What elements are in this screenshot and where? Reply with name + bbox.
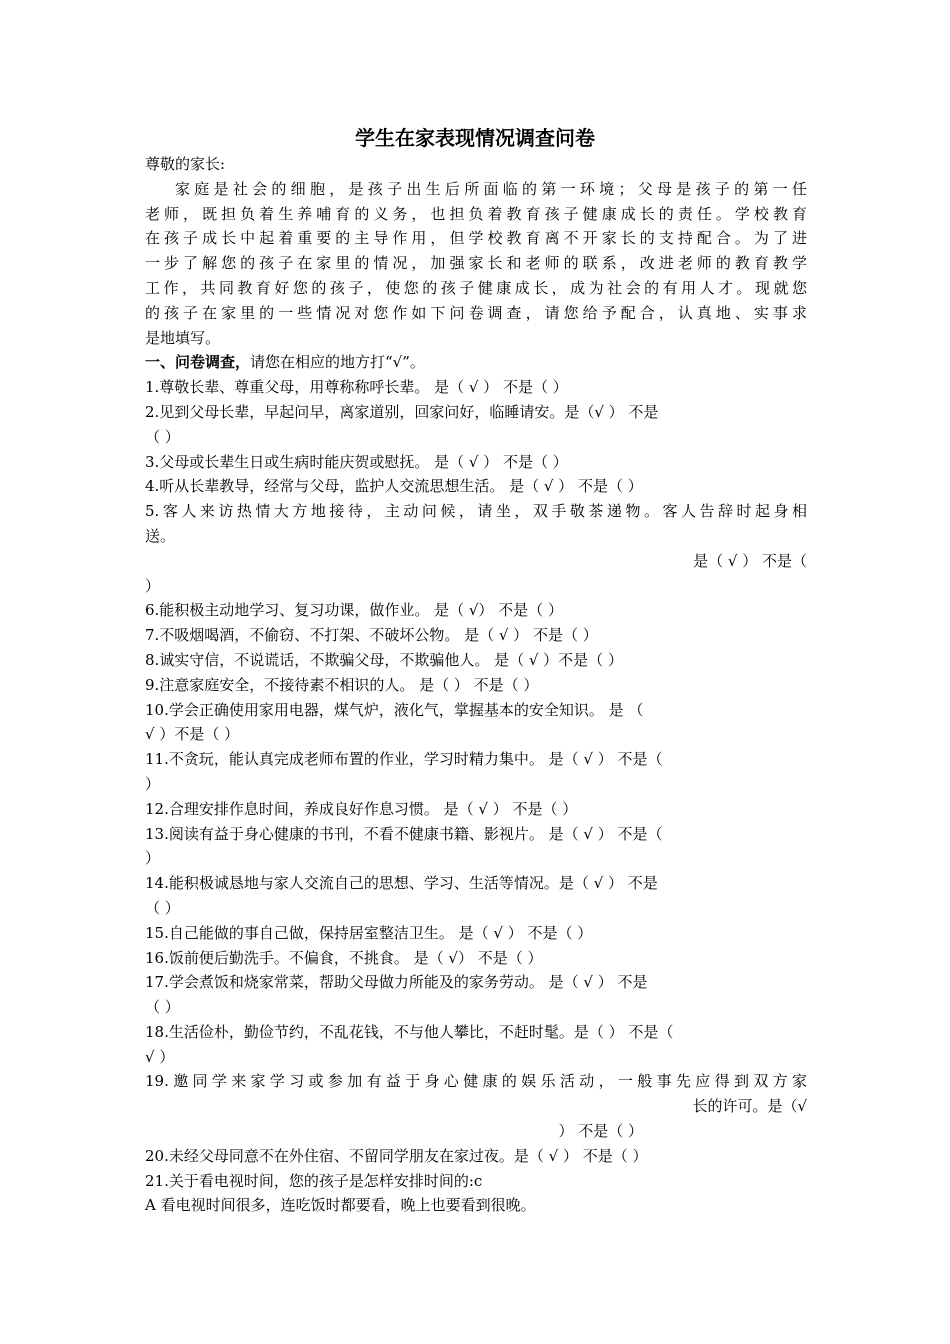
question-item-cont: √ ）: [145, 1047, 175, 1066]
question-item-cont: 是（ √ ） 不是（: [693, 551, 807, 570]
question-item-cont: 长的许可。是（√: [692, 1097, 807, 1116]
question-item: 10.学会正确使用家用电器，煤气炉，液化气，掌握基本的安全知识。 是 （: [145, 700, 644, 719]
question-item: 7.不吸烟喝酒，不偷窃、不打架、不破坏公物。 是（ √ ） 不是（ ）: [145, 626, 598, 645]
answer-option: A 看电视时间很多，连吃饭时都要看，晚上也要看到很晚。: [145, 1196, 536, 1215]
question-item-cont: （ ）: [145, 998, 180, 1017]
question-item: 8.诚实守信，不说谎话，不欺骗父母，不欺骗他人。 是（ √ ）不是（ ）: [145, 650, 623, 669]
intro-paragraph: [145, 177, 807, 351]
question-item: 13.阅读有益于身心健康的书刊，不看不健康书籍、影视片。 是（ √ ） 不是（: [145, 824, 663, 843]
intro-line: 在孩子成长中起着重要的主导作用，但学校教育离不开家长的支持配合。为了进: [145, 229, 807, 248]
question-item: 9.注意家庭安全，不接待素不相识的人。 是（ ） 不是（ ）: [145, 675, 539, 694]
page-title: 学生在家表现情况调查问卷: [355, 126, 595, 150]
question-item-cont: ）: [145, 774, 161, 793]
question-item-cont: 送。: [145, 526, 176, 545]
question-item: 2.见到父母长辈，早起问早，离家道别，回家问好，临睡请安。是（√ ） 不是: [145, 402, 659, 421]
question-item-cont: ） 不是（ ）: [558, 1122, 643, 1141]
question-item-cont: （ ）: [145, 427, 180, 446]
question-item: 15.自己能做的事自己做，保持居室整洁卫生。 是（ √ ） 不是（ ）: [145, 923, 593, 942]
question-item-cont: √ ）不是（ ）: [145, 725, 240, 744]
intro-line: 老师，既担负着生养哺育的义务，也担负着教育孩子健康成长的责任。学校教育: [145, 204, 807, 223]
question-item: 16.饭前便后勤洗手。不偏食，不挑食。 是（ √） 不是（ ）: [145, 948, 543, 967]
question-item: 18.生活俭朴，勤俭节约，不乱花钱，不与他人攀比，不赶时髦。是（ ） 不是（: [145, 1022, 674, 1041]
intro-line: 工作，共同教育好您的孩子，使您的孩子健康成长，成为社会的有用人才。现就您: [145, 278, 807, 297]
question-item: 1.尊敬长辈、尊重父母，用尊称称呼长辈。 是（ √ ） 不是（ ）: [145, 378, 568, 397]
question-item-cont: （ ）: [145, 898, 180, 917]
question-item: 20.未经父母同意不在外住宿、不留同学朋友在家过夜。是（ √ ） 不是（ ）: [145, 1146, 648, 1165]
question-item-cont: ）: [145, 576, 161, 595]
document-body: [145, 152, 807, 1218]
question-item: 6.能积极主动地学习、复习功课，做作业。 是（ √） 不是（ ）: [145, 601, 563, 620]
section-title: 一、问卷调查，: [145, 353, 251, 372]
section-instruction: 请您在相应的地方打“√”。: [250, 353, 425, 372]
question-item: 14.能积极诚恳地与家人交流自己的思想、学习、生活等情况。是（ √ ） 不是: [145, 874, 658, 893]
question-item: 4.听从长辈教导，经常与父母，监护人交流思想生活。 是（ √ ） 不是（ ）: [145, 477, 643, 496]
intro-line: 是地填写。: [145, 328, 221, 347]
intro-line: 家庭是社会的细胞，是孩子出生后所面临的第一环境；父母是孩子的第一任: [175, 179, 807, 198]
question-item: 12.合理安排作息时间，养成良好作息习惯。 是（ √ ） 不是（ ）: [145, 799, 578, 818]
greeting: 尊敬的家长:: [145, 155, 226, 173]
question-item-cont: ）: [145, 849, 161, 868]
question-item: 5.客人来访热情大方地接待，主动问候，请坐，双手敬茶递物。客人告辞时起身相: [145, 502, 807, 521]
intro-line: 的孩子在家里的一些情况对您作如下问卷调查，请您给予配合，认真地、实事求: [145, 303, 807, 322]
section-heading: [145, 350, 807, 375]
question-item: 19.邀同学来家学习或参加有益于身心健康的娱乐活动，一般事先应得到双方家: [145, 1072, 807, 1091]
intro-line: 一步了解您的孩子在家里的情况，加强家长和老师的联系，改进老师的教育教学: [145, 254, 807, 273]
question-item: 11.不贪玩，能认真完成老师布置的作业，学习时精力集中。 是（ √ ） 不是（: [145, 750, 663, 769]
question-item: 21.关于看电视时间，您的孩子是怎样安排时间的:c: [145, 1171, 483, 1190]
question-item: 3.父母或长辈生日或生病时能庆贺或慰抚。 是（ √ ） 不是（ ）: [145, 452, 568, 471]
question-item: 17.学会煮饭和烧家常菜，帮助父母做力所能及的家务劳动。 是（ √ ） 不是: [145, 973, 648, 992]
